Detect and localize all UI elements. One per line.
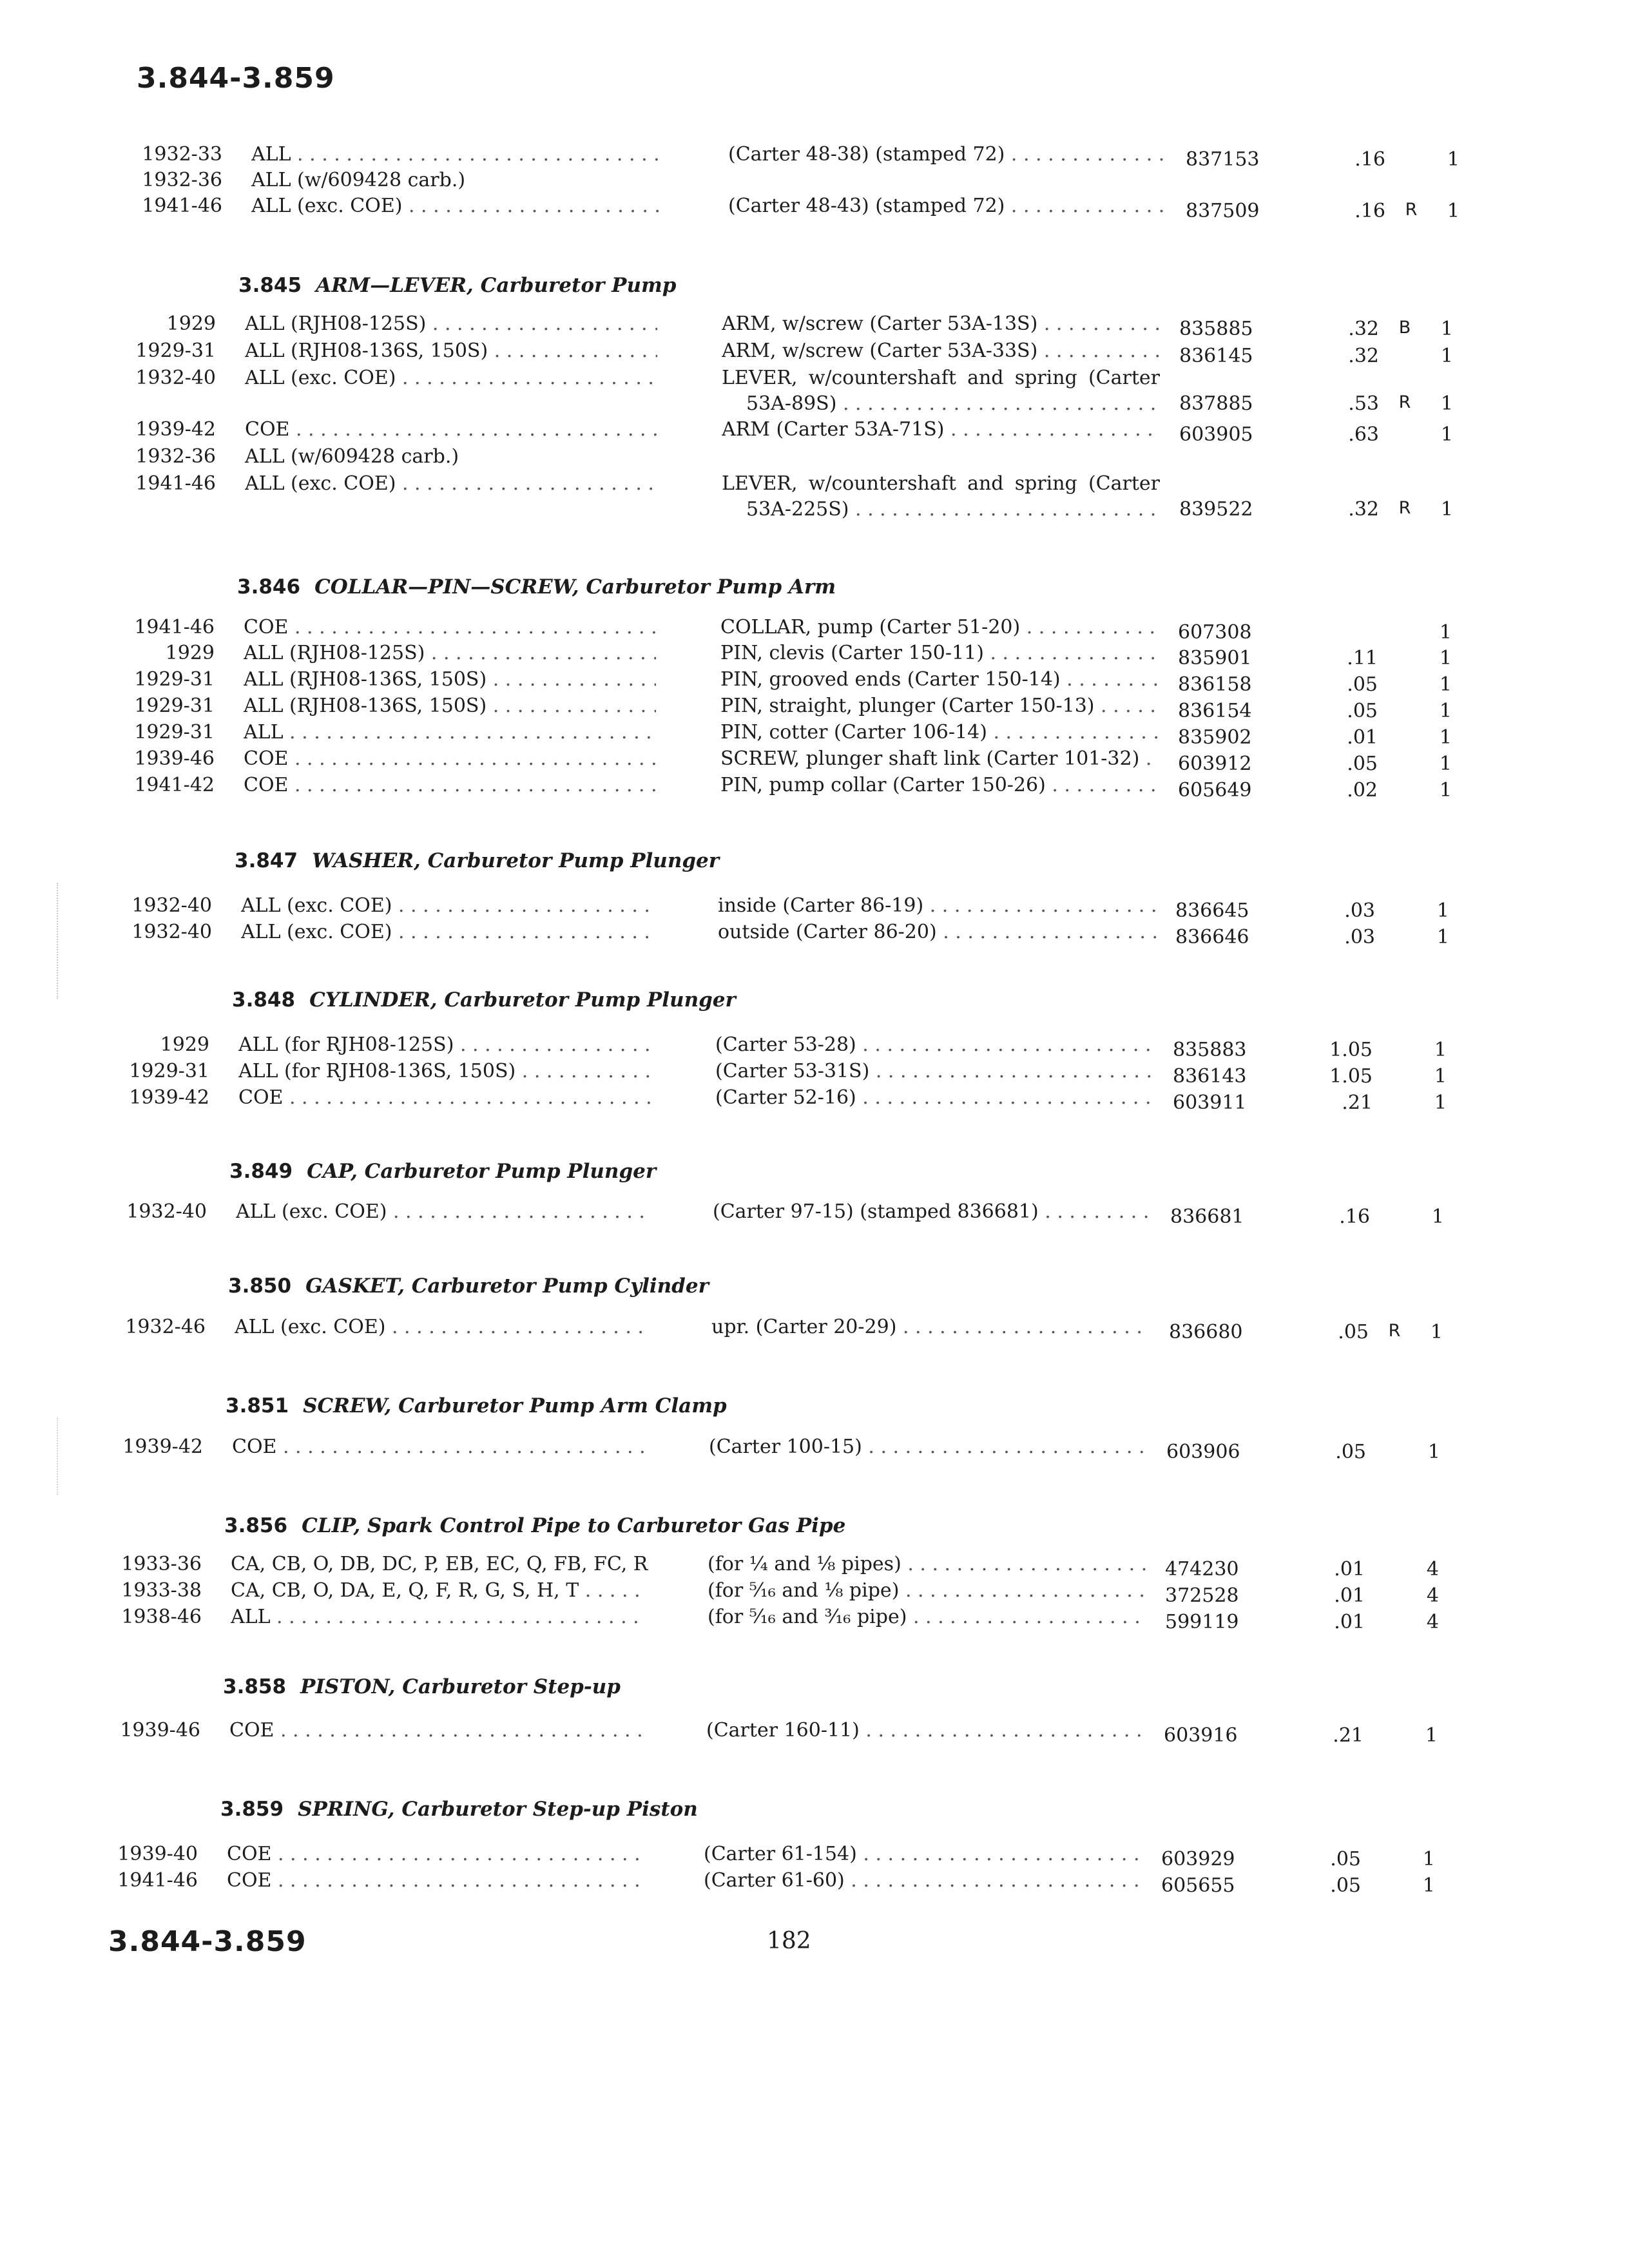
applicable-models: ALL . . . — [231, 1606, 643, 1628]
quantity: 1 — [1439, 647, 1452, 669]
quantity: 1 — [1439, 779, 1452, 802]
applicable-models: COE . . . — [232, 1436, 644, 1458]
part-number: 603906 — [1166, 1441, 1240, 1463]
part-description: SCREW, plunger shaft link (Carter 101-32) . . . — [720, 747, 1159, 770]
section-number: 3.851 — [226, 1394, 289, 1418]
section-number: 3.859 — [220, 1798, 284, 1821]
part-number: 607308 — [1178, 621, 1252, 644]
unit-price: .16 — [1354, 200, 1385, 222]
section-title: GASKET, Carburetor Pump Cylinder — [305, 1274, 709, 1298]
applicable-models: ALL (exc. COE) . . . — [235, 1316, 647, 1338]
model-years: 1933-36 — [121, 1553, 202, 1575]
part-row — [0, 1060, 1469, 1087]
section-heading — [224, 1514, 845, 1537]
model-years: 1932-40 — [126, 1200, 207, 1223]
applicable-models: ALL (RJH08-136S, 150S) . . . — [245, 340, 657, 362]
part-number: 839522 — [1179, 498, 1253, 521]
part-description: (Carter 97-15) (stamped 836681) . . . — [713, 1200, 1151, 1223]
unit-price: .01 — [1334, 1558, 1365, 1581]
model-years: 1929-31 — [134, 721, 215, 744]
part-number: 603912 — [1178, 753, 1252, 775]
part-row — [0, 1553, 1461, 1580]
applicable-models: ALL . . . — [244, 721, 656, 744]
model-years: 1941-46 — [135, 472, 216, 495]
quantity: 1 — [1440, 392, 1453, 415]
applicable-models: ALL (RJH08-125S) . . . — [244, 642, 656, 664]
section-title: COLLAR—PIN—SCREW, Carburetor Pump Arm — [314, 575, 836, 599]
part-number: 835885 — [1179, 318, 1253, 340]
model-years: 1932-40 — [131, 921, 212, 943]
part-number: 835902 — [1178, 726, 1252, 749]
unit-price: .21 — [1342, 1091, 1373, 1114]
part-number: 836158 — [1178, 673, 1252, 696]
unit-price: .05 — [1335, 1441, 1366, 1463]
quantity: 1 — [1439, 621, 1452, 644]
applicable-models: COE . . . — [227, 1869, 639, 1892]
unit-price: .32 — [1348, 498, 1379, 521]
part-description: outside (Carter 86-20) . . . — [718, 921, 1156, 943]
section-number: 3.856 — [224, 1514, 288, 1537]
part-row — [0, 1200, 1467, 1227]
model-years: 1932-46 — [125, 1316, 206, 1338]
part-number: 836680 — [1169, 1321, 1243, 1343]
quantity: 1 — [1447, 148, 1460, 171]
part-description: (for ⁵⁄₁₆ and ³⁄₁₆ pipe) . . . — [708, 1606, 1146, 1628]
model-years: 1939-42 — [122, 1436, 203, 1458]
unit-price: .01 — [1334, 1611, 1365, 1633]
part-description: PIN, cotter (Carter 106-14) . . . — [720, 721, 1159, 744]
applicable-models: ALL (w/609428 carb.) — [251, 169, 466, 191]
quantity: 1 — [1430, 1321, 1443, 1343]
section-number: 3.858 — [223, 1675, 287, 1698]
part-description: (Carter 52-16) . . . — [715, 1086, 1153, 1109]
price-code: R — [1405, 200, 1418, 220]
unit-price: .03 — [1344, 926, 1375, 948]
section-number: 3.848 — [232, 988, 296, 1012]
unit-price: .05 — [1347, 673, 1378, 696]
model-years: 1939-46 — [134, 747, 215, 770]
unit-price: .21 — [1333, 1724, 1364, 1747]
applicable-models: ALL (exc. COE) . . . — [236, 1200, 648, 1223]
part-number: 603905 — [1179, 423, 1253, 446]
part-description: (for ¼ and ⅛ pipes) . . . — [708, 1553, 1146, 1575]
model-years: 1938-46 — [121, 1606, 202, 1628]
unit-price: .11 — [1347, 647, 1378, 669]
quantity: 1 — [1422, 1874, 1435, 1897]
unit-price: .32 — [1348, 318, 1379, 340]
part-row — [0, 1086, 1469, 1113]
section-title: CLIP, Spark Control Pipe to Carburetor Gas Pipe — [302, 1514, 846, 1537]
part-row — [0, 1606, 1461, 1633]
page-range-header: 3.844-3.859 — [137, 62, 335, 95]
model-years: 1933-38 — [121, 1579, 202, 1602]
part-row — [0, 1869, 1458, 1896]
part-row — [0, 445, 1476, 472]
applicable-models: ALL (RJH08-136S, 150S) . . . — [244, 695, 656, 717]
part-description: upr. (Carter 20-29) . . . — [711, 1316, 1150, 1338]
part-row — [0, 1033, 1469, 1061]
applicable-models: COE . . . — [244, 616, 656, 639]
model-years: 1929 — [160, 1033, 209, 1056]
part-description: (Carter 61-60) . . . — [704, 1869, 1142, 1892]
part-number: 603929 — [1161, 1848, 1235, 1870]
part-row — [0, 312, 1476, 340]
section-heading — [229, 1160, 656, 1183]
part-description-cont: 53A-225S) . . . — [746, 498, 1160, 521]
part-row — [0, 1843, 1458, 1870]
part-number: 836143 — [1173, 1065, 1247, 1088]
price-code: R — [1398, 498, 1411, 518]
part-description: (Carter 53-31S) . . . — [715, 1060, 1153, 1082]
quantity: 1 — [1447, 200, 1460, 222]
section-heading — [237, 575, 836, 599]
part-description: PIN, pump collar (Carter 150-26) . . . — [720, 774, 1159, 796]
quantity: 1 — [1434, 1091, 1447, 1114]
model-years: 1941-46 — [142, 195, 222, 217]
part-description: PIN, clevis (Carter 150-11) . . . — [720, 642, 1159, 664]
part-description-cont: 53A-89S) . . . — [746, 392, 1160, 415]
applicable-models: COE . . . — [244, 747, 656, 770]
unit-price: 1.05 — [1329, 1039, 1373, 1061]
quantity: 1 — [1439, 700, 1452, 722]
quantity: 1 — [1422, 1848, 1435, 1870]
part-row — [0, 169, 1482, 196]
page-number: 182 — [767, 1928, 811, 1954]
section-title: ARM—LEVER, Carburetor Pump — [316, 274, 677, 297]
part-description: PIN, grooved ends (Carter 150-14) . . . — [720, 668, 1159, 691]
unit-price: .16 — [1339, 1206, 1370, 1228]
model-years: 1939-42 — [135, 418, 216, 441]
section-title: WASHER, Carburetor Pump Plunger — [312, 849, 720, 872]
part-description: ARM, w/screw (Carter 53A-13S) . . . — [722, 312, 1160, 335]
section-heading — [235, 849, 719, 872]
part-row — [0, 195, 1482, 222]
part-number: 603916 — [1164, 1724, 1238, 1747]
unit-price: .02 — [1347, 779, 1378, 802]
part-row — [0, 367, 1476, 415]
section-title: CYLINDER, Carburetor Pump Plunger — [309, 988, 736, 1012]
quantity: 1 — [1434, 1065, 1447, 1088]
unit-price: .16 — [1354, 148, 1385, 171]
unit-price: .01 — [1334, 1584, 1365, 1607]
part-number: 836681 — [1170, 1206, 1244, 1228]
quantity: 4 — [1426, 1584, 1439, 1607]
section-title: SPRING, Carburetor Step-up Piston — [298, 1798, 698, 1821]
quantity: 1 — [1440, 423, 1453, 446]
applicable-models: COE . . . — [238, 1086, 651, 1109]
unit-price: 1.05 — [1329, 1065, 1373, 1088]
section-number: 3.849 — [229, 1160, 293, 1183]
section-heading — [232, 988, 736, 1012]
unit-price: .05 — [1330, 1874, 1361, 1897]
applicable-models: ALL (RJH08-125S) . . . — [245, 312, 657, 335]
part-description: (Carter 61-154) . . . — [704, 1843, 1142, 1865]
section-title: SCREW, Carburetor Pump Arm Clamp — [303, 1394, 727, 1418]
section-number: 3.845 — [238, 274, 302, 297]
part-number: 837885 — [1179, 392, 1253, 415]
applicable-models: COE . . . — [229, 1719, 642, 1742]
part-description: LEVER, w/countershaft and spring (Carter — [722, 472, 1160, 495]
applicable-models: ALL (for RJH08-136S, 150S) . . . — [238, 1060, 651, 1082]
quantity: 1 — [1440, 318, 1453, 340]
part-number: 836646 — [1175, 926, 1249, 948]
unit-price: .32 — [1348, 345, 1379, 367]
part-description: (Carter 100-15) . . . — [709, 1436, 1147, 1458]
part-number: 837153 — [1186, 148, 1260, 171]
model-years: 1932-36 — [142, 169, 222, 191]
section-heading — [220, 1798, 698, 1821]
model-years: 1929-31 — [134, 695, 215, 717]
part-number: 836154 — [1178, 700, 1252, 722]
model-years: 1932-36 — [135, 445, 216, 468]
applicable-models: COE . . . — [227, 1843, 639, 1865]
section-heading — [226, 1394, 727, 1418]
model-years: 1932-40 — [135, 367, 216, 389]
part-description: LEVER, w/countershaft and spring (Carter — [722, 367, 1160, 389]
part-row — [0, 1719, 1460, 1746]
model-years: 1929-31 — [134, 668, 215, 691]
part-description: (Carter 160-11) . . . — [706, 1719, 1144, 1742]
part-row — [0, 721, 1474, 748]
part-row — [0, 143, 1482, 170]
quantity: 1 — [1439, 753, 1452, 775]
quantity: 1 — [1439, 726, 1452, 749]
quantity: 1 — [1436, 899, 1449, 922]
quantity: 1 — [1434, 1039, 1447, 1061]
part-number: 474230 — [1165, 1558, 1239, 1581]
section-heading — [228, 1274, 709, 1298]
section-title: CAP, Carburetor Pump Plunger — [307, 1160, 657, 1183]
part-number: 836645 — [1175, 899, 1249, 922]
quantity: 4 — [1426, 1611, 1439, 1633]
part-row — [0, 472, 1476, 521]
unit-price: .05 — [1338, 1321, 1369, 1343]
part-row — [0, 894, 1472, 921]
part-number: 605655 — [1161, 1874, 1235, 1897]
applicable-models: CA, CB, O, DA, E, Q, F, R, G, S, H, T . . . — [231, 1579, 643, 1602]
model-years: 1939-40 — [117, 1843, 198, 1865]
applicable-models: ALL (exc. COE) . . . — [245, 472, 657, 495]
unit-price: .05 — [1347, 753, 1378, 775]
part-row — [0, 418, 1476, 445]
applicable-models: COE . . . — [245, 418, 657, 441]
model-years: 1929-31 — [129, 1060, 209, 1082]
part-description: (Carter 48-38) (stamped 72) . . . — [728, 143, 1166, 166]
part-row — [0, 1579, 1461, 1606]
applicable-models: ALL (w/609428 carb.) — [245, 445, 459, 468]
unit-price: .05 — [1347, 700, 1378, 722]
applicable-models: ALL (exc. COE) . . . — [251, 195, 664, 217]
part-number: 605649 — [1178, 779, 1252, 802]
part-row — [0, 1316, 1465, 1343]
quantity: 1 — [1439, 673, 1452, 696]
quantity: 1 — [1440, 498, 1453, 521]
applicable-models: ALL (exc. COE) . . . — [241, 921, 653, 943]
quantity: 1 — [1440, 345, 1453, 367]
section-number: 3.847 — [235, 849, 298, 872]
part-number: 835883 — [1173, 1039, 1247, 1061]
price-code: B — [1398, 318, 1411, 338]
unit-price: .63 — [1348, 423, 1379, 446]
applicable-models: ALL (exc. COE) . . . — [241, 894, 653, 917]
model-years: 1939-46 — [120, 1719, 200, 1742]
part-description: inside (Carter 86-19) . . . — [718, 894, 1156, 917]
unit-price: .03 — [1344, 899, 1375, 922]
section-heading — [223, 1675, 621, 1698]
model-years: 1929 — [165, 642, 215, 664]
part-row — [0, 921, 1472, 948]
model-years: 1932-40 — [131, 894, 212, 917]
quantity: 1 — [1425, 1724, 1438, 1747]
part-description: PIN, straight, plunger (Carter 150-13) . . . — [720, 695, 1159, 717]
unit-price: .01 — [1347, 726, 1378, 749]
section-title: PISTON, Carburetor Step-up — [300, 1675, 621, 1698]
quantity: 4 — [1426, 1558, 1439, 1581]
part-description: COLLAR, pump (Carter 51-20) . . . — [720, 616, 1159, 639]
section-heading — [238, 274, 676, 297]
part-description: ARM, w/screw (Carter 53A-33S) . . . — [722, 340, 1160, 362]
model-years: 1929 — [166, 312, 216, 335]
part-number: 835901 — [1178, 647, 1252, 669]
model-years: 1941-46 — [134, 616, 215, 639]
price-code: R — [1398, 392, 1411, 412]
part-row — [0, 774, 1474, 801]
part-number: 599119 — [1165, 1611, 1239, 1633]
applicable-models: ALL (for RJH08-125S) . . . — [238, 1033, 651, 1056]
applicable-models: COE . . . — [244, 774, 656, 796]
section-number: 3.850 — [228, 1274, 292, 1298]
part-row — [0, 1436, 1463, 1463]
part-number: 603911 — [1173, 1091, 1247, 1114]
part-row — [0, 695, 1474, 722]
model-years: 1939-42 — [129, 1086, 209, 1109]
part-row — [0, 340, 1476, 367]
applicable-models: ALL . . . — [251, 143, 664, 166]
unit-price: .05 — [1330, 1848, 1361, 1870]
model-years: 1929-31 — [135, 340, 216, 362]
applicable-models: ALL (RJH08-136S, 150S) . . . — [244, 668, 656, 691]
part-row — [0, 668, 1474, 695]
model-years: 1941-46 — [117, 1869, 198, 1892]
part-row — [0, 616, 1474, 643]
part-description: (Carter 48-43) (stamped 72) . . . — [728, 195, 1166, 217]
section-number: 3.846 — [237, 575, 301, 599]
quantity: 1 — [1431, 1206, 1444, 1228]
applicable-models: CA, CB, O, DB, DC, P, EB, EC, Q, FB, FC, R — [231, 1553, 648, 1575]
part-description: (for ⁵⁄₁₆ and ⅛ pipe) . . . — [708, 1579, 1146, 1602]
part-number: 372528 — [1165, 1584, 1239, 1607]
model-years: 1932-33 — [142, 143, 222, 166]
applicable-models: ALL (exc. COE) . . . — [245, 367, 657, 389]
part-number: 837509 — [1186, 200, 1260, 222]
part-description: ARM (Carter 53A-71S) . . . — [722, 418, 1160, 441]
part-row — [0, 642, 1474, 669]
quantity: 1 — [1436, 926, 1449, 948]
quantity: 1 — [1427, 1441, 1440, 1463]
price-code: R — [1388, 1321, 1401, 1341]
part-row — [0, 747, 1474, 774]
page-range-footer: 3.844-3.859 — [108, 1925, 307, 1958]
model-years: 1941-42 — [134, 774, 215, 796]
part-description: (Carter 53-28) . . . — [715, 1033, 1153, 1056]
part-number: 836145 — [1179, 345, 1253, 367]
unit-price: .53 — [1348, 392, 1379, 415]
